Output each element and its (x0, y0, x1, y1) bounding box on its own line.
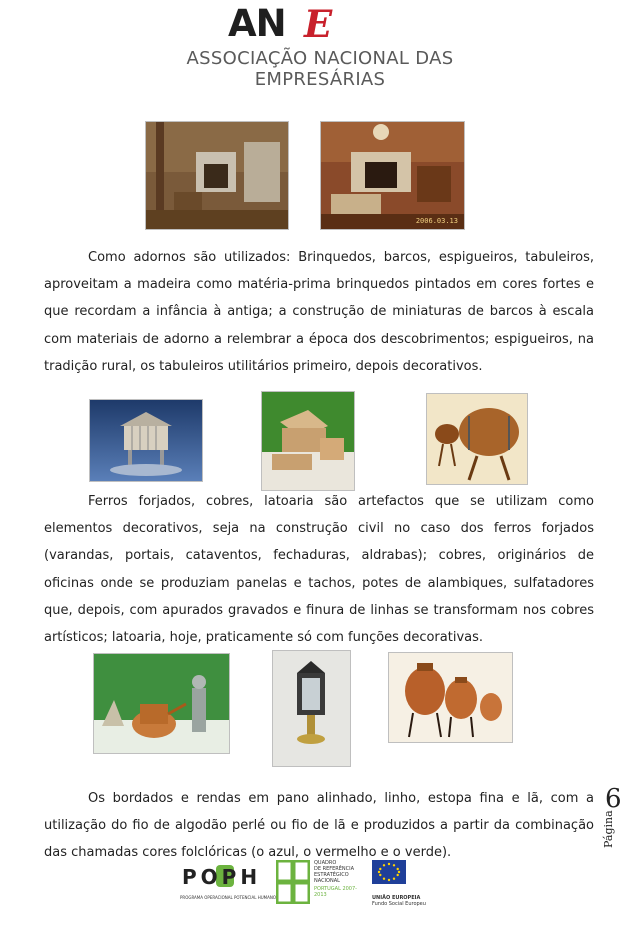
eu-flag-icon (372, 860, 406, 884)
page-number (602, 784, 624, 860)
photo-copper-pots (388, 652, 513, 743)
qren-logo-mark (276, 860, 310, 904)
photo-tinware (93, 653, 230, 754)
qren-line: NACIONAL (314, 878, 340, 884)
poph-subtitle: PROGRAMA OPERACIONAL POTENCIAL HUMANO (180, 895, 276, 900)
qren-logo (276, 860, 366, 906)
qren-line: ESTRATÉGICO (314, 872, 349, 878)
qren-subtitle: PORTUGAL 2007-2013 (314, 886, 357, 898)
photo-wooden-toys (261, 391, 355, 491)
photo-espigueiro (89, 399, 203, 482)
photo-interior-fireplace (145, 121, 289, 230)
paragraph-embroidery (44, 785, 594, 867)
page-number-value: 6 (605, 784, 622, 814)
logo-text: AN (228, 2, 286, 45)
organization-name: ASSOCIAÇÃO NACIONAL DAS EMPRESÁRIAS (186, 48, 454, 90)
qren-line: QUADRO (314, 860, 337, 866)
photo-timestamp: 2006.03.13 (415, 217, 458, 225)
photo-wooden-barrels (426, 393, 528, 485)
page-label: Página (602, 810, 615, 848)
ane-logo (228, 2, 348, 46)
paragraph-text: Como adornos são utilizados: Brinquedos, barcos, espigueiros, tabuleiros, aproveitam a madeira como matéria-prima brinquedos pintados em cores fortes e que recordam a infância à antiga; a construção de miniaturas de barcos à escala com materiais de adorno a relembrar a época dos descobrimentos; espigueiros, na tradição rural, os tabuleiros utilitários primeiro, depois decorativos. (44, 250, 594, 374)
paragraph-text: Ferros forjados, cobres, latoaria são artefactos que se utilizam como elementos decorativos, seja na construção civil no caso dos ferros forjados (varandas, portais, cataventos, fechaduras, aldrabas); cobres, originários de oficinas onde se produziam panelas e tachos, potes de alambiques, sulfatadores que, depois, com apurados gravados e finura de linhas se transformam nos cobres artísticos; latoaria, hoje, praticamente só com funções decorativas. (44, 494, 594, 646)
eu-fund-label: Fundo Social Europeu (372, 901, 426, 907)
paragraph-wood-adornments (44, 244, 594, 380)
eu-label: UNIÃO EUROPEIA (372, 895, 421, 901)
photo-interior-living-room (320, 121, 465, 230)
eu-logo (372, 860, 432, 906)
poph-logo (180, 861, 276, 903)
poph-text: POPH (182, 865, 262, 889)
photo-lantern (272, 650, 351, 767)
logo-accent: E (304, 2, 333, 46)
paragraph-ironwork-copper (44, 488, 594, 651)
qren-line: DE REFERÊNCIA (314, 866, 355, 872)
paragraph-text: Os bordados e rendas em pano alinhado, linho, estopa fina e lã, com a utilização do fio de algodão perlé ou fio de lã e produzidos a partir da combinação das chamadas cores folclóricas (o azul, o vermelho e o verde). (44, 791, 594, 861)
